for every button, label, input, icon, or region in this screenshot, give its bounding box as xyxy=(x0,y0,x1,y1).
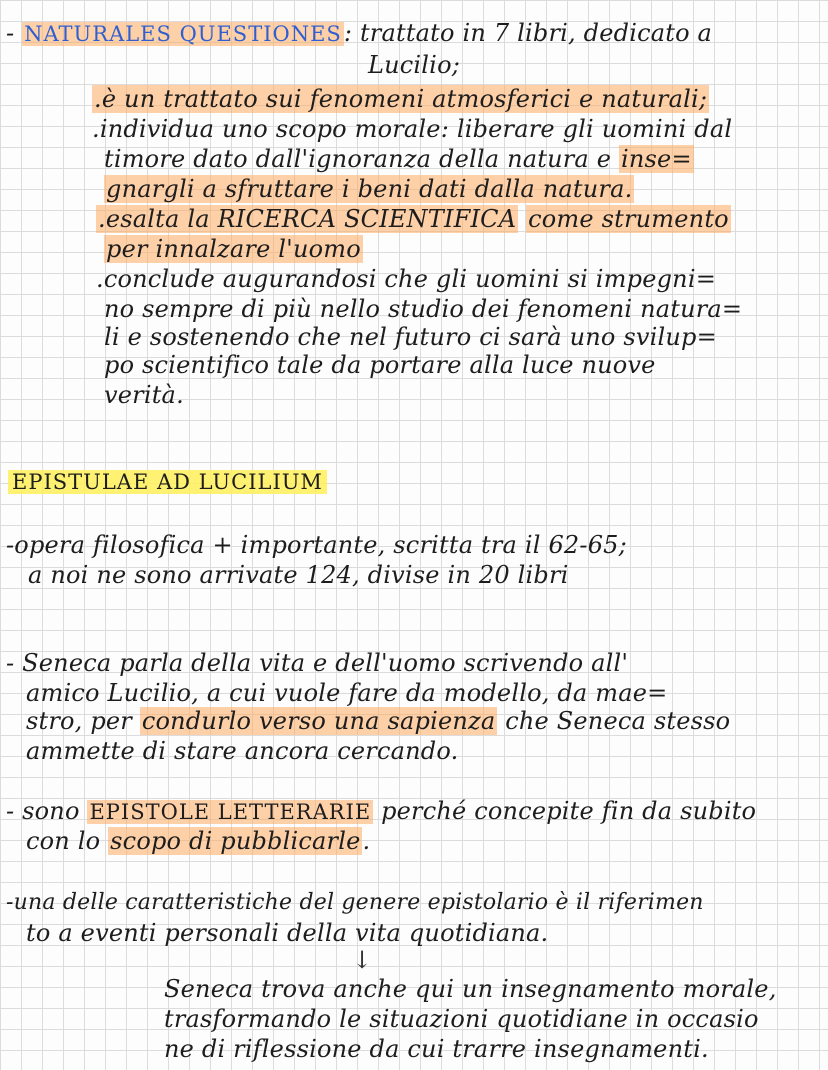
naturales-line-b8: no sempre di più nello studio dei fenomeni natura= xyxy=(104,295,743,323)
epistulae-p1-line-1: -opera filosofica + importante, scritta tra il 62-65; xyxy=(6,531,627,559)
highlight: come strumento xyxy=(528,205,729,233)
text: . xyxy=(362,827,371,855)
epistulae-title-line xyxy=(8,466,327,497)
dash: - xyxy=(6,19,15,47)
epistulae-p2-line-3 xyxy=(26,706,730,736)
text: timore dato dall'ignoranza della natura e xyxy=(104,145,612,173)
text: stro, per xyxy=(26,707,132,735)
naturales-line-1 xyxy=(6,18,712,49)
highlight: condurlo verso una sapienza xyxy=(141,707,496,735)
naturales-title: NATURALES QUESTIONES xyxy=(24,22,342,46)
naturales-bullet-3 xyxy=(96,204,731,234)
naturales-bullet-1 xyxy=(92,84,709,114)
naturales-line-b9: li e sostenendo che nel futuro ci sarà uno svilup= xyxy=(104,323,717,351)
highlight: per innalzare l'uomo xyxy=(106,235,361,263)
epistulae-p2-line-4: ammette di stare ancora cercando. xyxy=(26,737,459,765)
epistulae-p3-line-2 xyxy=(26,826,370,856)
epistulae-p3-line-1 xyxy=(6,796,756,827)
naturales-bullet-2: .individua uno scopo morale: liberare gli uomini dal xyxy=(92,115,733,143)
epistulae-p4-line-2: to a eventi personali della vita quotidiana. xyxy=(26,919,549,947)
text: - sono xyxy=(6,797,80,825)
epistulae-title: EPISTULAE AD LUCILIUM xyxy=(8,470,327,494)
epistulae-p5-line-3: ne di riflessione da cui trarre insegnamenti. xyxy=(164,1035,709,1063)
epistulae-p1-line-2: a noi ne sono arrivate 124, divise in 20 libri xyxy=(28,561,569,589)
naturales-line-b10: po scientifico tale da portare alla luce nuove xyxy=(104,351,656,379)
epistulae-p2-line-2: amico Lucilio, a cui vuole fare da modello, da mae= xyxy=(26,679,668,707)
highlight: gnargli a sfruttare i beni dati dalla natura. xyxy=(106,175,633,203)
epistulae-p5-line-2: trasformando le situazioni quotidiane in occasio xyxy=(164,1005,759,1033)
colon: : xyxy=(343,19,353,47)
highlight: .è un trattato sui fenomeni atmosferici e naturali; xyxy=(94,85,708,113)
naturales-desc: trattato in 7 libri, dedicato a xyxy=(359,19,713,47)
epistulae-p2-line-1: - Seneca parla della vita e dell'uomo scrivendo all' xyxy=(6,649,629,677)
epistulae-p4-line-1: -una delle caratteristiche del genere epistolario è il riferimen xyxy=(6,890,704,915)
naturales-line-b4 xyxy=(104,174,634,204)
text: con lo xyxy=(26,827,101,855)
highlight: scopo di pubblicarle xyxy=(110,827,361,855)
highlight: .esalta la RICERCA SCIENTIFICA xyxy=(98,205,517,233)
text: che Seneca stesso xyxy=(505,707,731,735)
naturales-line-b3 xyxy=(104,144,694,174)
naturales-line-b6 xyxy=(104,234,363,264)
highlight: inse= xyxy=(621,145,692,173)
highlight: EPISTOLE LETTERARIE xyxy=(89,800,372,824)
arrow-down-icon: ↓ xyxy=(352,946,373,974)
naturales-bullet-4: .conclude augurandosi che gli uomini si impegni= xyxy=(96,265,717,293)
epistulae-p5-line-1: Seneca trova anche qui un insegnamento morale, xyxy=(164,975,777,1003)
text: perché concepite fin da subito xyxy=(381,797,757,825)
naturales-line-b11: verità. xyxy=(104,381,184,409)
naturales-line-2: Lucilio; xyxy=(368,51,460,79)
